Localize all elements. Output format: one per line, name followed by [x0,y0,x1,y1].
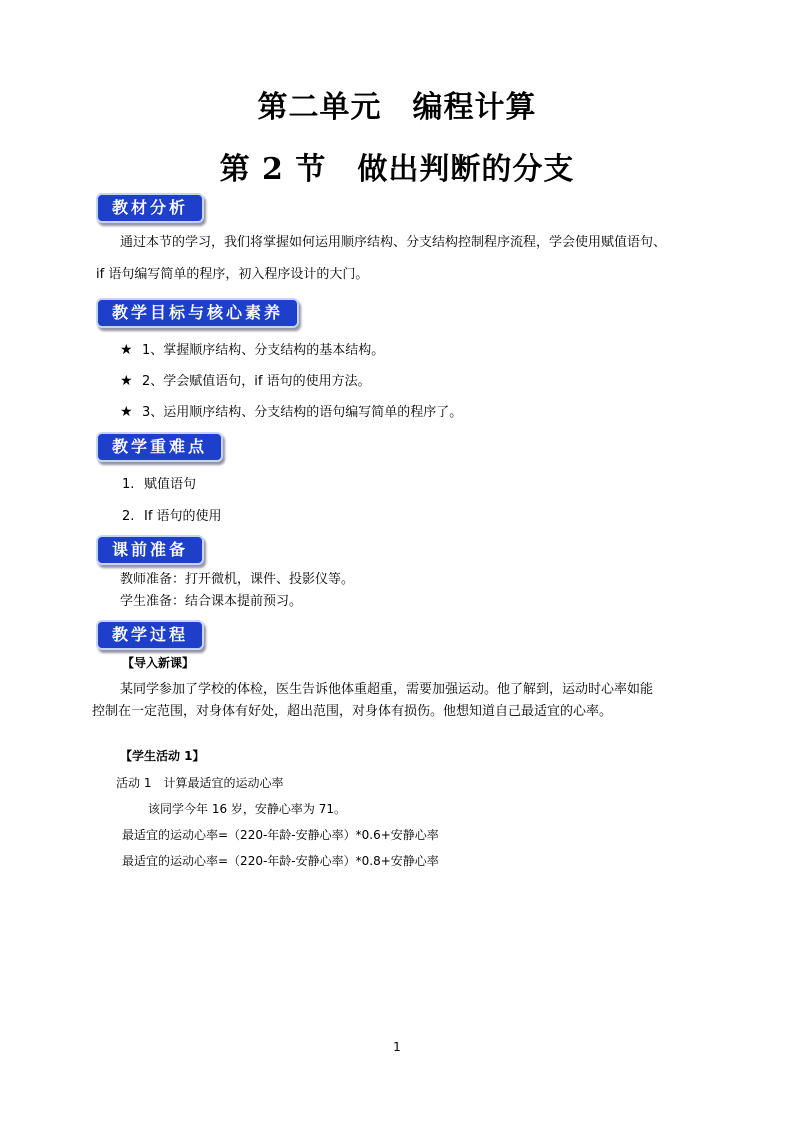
goals-heading-badge: 教学目标与核心素养 [96,298,299,328]
page-number: 1 [393,1040,401,1054]
key-point-number: 1. [122,477,135,492]
activity-label: 【学生活动 1】 [120,749,205,763]
key-point-item [122,505,222,524]
star-icon: ★ [120,404,133,420]
analysis-line-2: if 语句编写简单的程序，初入程序设计的大门。 [96,267,369,282]
key-point-number: 2. [122,509,135,524]
intro-label: 【导入新课】 [122,656,195,670]
goal-item [120,370,371,389]
formula-1: 最适宜的运动心率=（220-年龄-安静心率）*0.6+安静心率 [122,828,439,842]
key-point-text: If 语句的使用 [144,509,222,524]
star-icon: ★ [120,373,133,389]
process-heading-badge: 教学过程 [96,620,204,650]
intro-line-1: 某同学参加了学校的体检，医生告诉他体重超重，需要加强运动。他了解到，运动时心率如能 [120,682,654,697]
activity-title: 活动 1 计算最适宜的运动心率 [116,776,284,790]
goal-item [120,401,462,420]
goal-item-text: 3、运用顺序结构、分支结构的语句编写简单的程序了。 [142,405,463,420]
unit-title: 第二单元 编程计算 [257,90,537,125]
key-points-heading-badge: 教学重难点 [96,432,223,462]
analysis-line-1: 通过本节的学习，我们将掌握如何运用顺序结构、分支结构控制程序流程，学会使用赋值语句、 [120,235,667,250]
formula-2: 最适宜的运动心率=（220-年龄-安静心率）*0.8+安静心率 [122,854,439,868]
prep-teacher: 教师准备：打开微机，课件、投影仪等。 [120,572,355,587]
goal-item-text: 2、学会赋值语句，if 语句的使用方法。 [142,374,371,389]
key-point-text: 赋值语句 [144,477,197,492]
key-point-item [122,473,196,492]
prep-heading-badge: 课前准备 [96,535,204,565]
section-title: 第 2 节 做出判断的分支 [219,152,575,187]
goal-item-text: 1、掌握顺序结构、分支结构的基本结构。 [142,343,385,358]
activity-given: 该同学今年 16 岁，安静心率为 71。 [148,802,346,816]
analysis-heading-badge: 教材分析 [96,193,204,223]
star-icon: ★ [120,342,133,358]
prep-student: 学生准备：结合课本提前预习。 [120,594,303,609]
intro-line-2: 控制在一定范围，对身体有好处，超出范围，对身体有损伤。他想知道自己最适宜的心率。 [92,704,613,719]
goal-item [120,339,384,358]
